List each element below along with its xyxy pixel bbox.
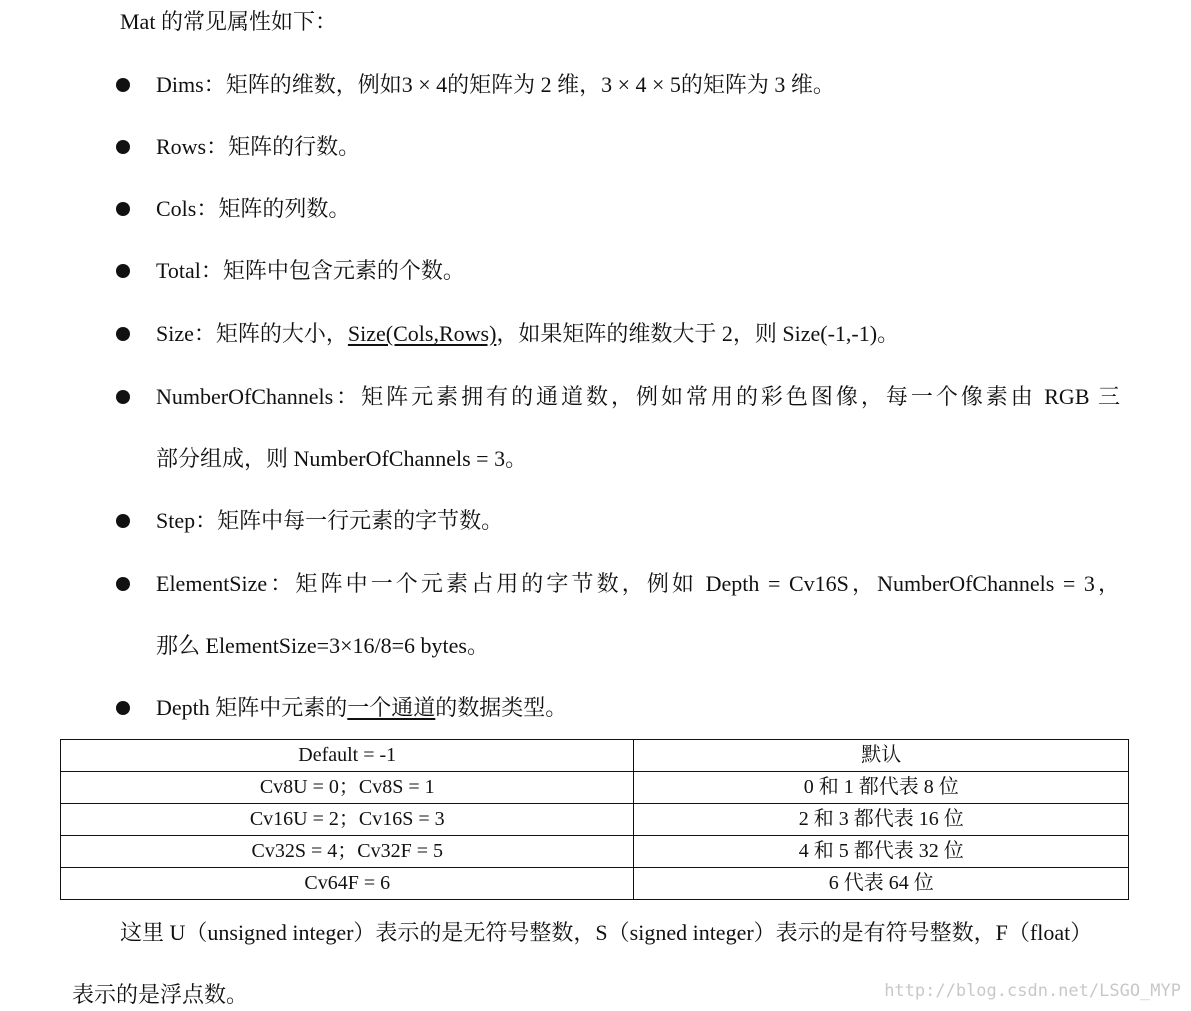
item-text: 矩阵中一个元素占用的字节数，例如 Depth = Cv16S，NumberOfChannels = 3， [295,571,1120,596]
table-cell: Cv16U = 2；Cv16S = 3 [61,804,634,836]
list-item-depth [156,692,567,724]
item-text-after: 的数据类型。 [435,695,568,720]
item-label: Depth [156,695,216,720]
list-item-cols [156,193,350,225]
item-text: 矩阵的行数。 [228,134,361,159]
table-cell: 4 和 5 都代表 32 位 [634,836,1129,868]
item-text: 矩阵中包含元素的个数。 [222,258,465,283]
item-label: Step： [156,508,218,533]
bullet-dot [116,264,130,278]
list-item-rows [156,131,360,163]
depth-type-table [60,739,1129,900]
intro-line: Mat 的常见属性如下： [120,9,337,34]
bullet-dot [116,140,130,154]
table-cell: Default = -1 [61,740,634,772]
table-cell: Cv32S = 4；Cv32F = 5 [61,836,634,868]
table-cell: 6 代表 64 位 [634,868,1129,900]
table-cell: 2 和 3 都代表 16 位 [634,804,1129,836]
table-row [61,772,1129,804]
underlined-term: 一个通道 [347,695,436,720]
item-label: Cols： [156,196,219,221]
item-text-before: 矩阵中元素的 [215,695,348,720]
table-row [61,836,1129,868]
item-text: 矩阵元素拥有的通道数，例如常用的彩色图像，每一个像素由 RGB 三 [361,384,1120,409]
list-item-numberofchannels [156,381,1120,413]
bullet-dot [116,577,130,591]
list-item-step [156,505,503,537]
list-item-size [156,318,899,350]
bullet-dot [116,701,130,715]
item-label: Dims： [156,72,226,97]
table-cell: Cv64F = 6 [61,868,634,900]
table-cell: Cv8U = 0；Cv8S = 1 [61,772,634,804]
bullet-dot [116,202,130,216]
explanation-paragraph-line1: 这里 U（unsigned integer）表示的是无符号整数，S（signed integer）表示的是有符号整数，F（float） [120,920,1093,945]
list-item-elementsize [156,568,1120,600]
item-label: ElementSize： [156,571,296,596]
bullet-dot [116,514,130,528]
item-label: Total： [156,258,223,283]
list-item-dims [156,69,835,101]
list-item-continuation: 那么 ElementSize=3×16/8=6 bytes。 [156,633,489,658]
bullet-dot [116,327,130,341]
item-text-before: 矩阵的大小， [215,321,348,346]
explanation-paragraph-line2: 表示的是浮点数。 [72,982,249,1007]
list-item-total [156,255,465,287]
table-cell: 0 和 1 都代表 8 位 [634,772,1129,804]
item-label: Rows： [156,134,229,159]
item-text: 矩阵中每一行元素的字节数。 [217,508,504,533]
item-text: 矩阵的列数。 [218,196,351,221]
bullet-dot [116,78,130,92]
item-text-after: ，如果矩阵的维数大于 2，则 Size(-1,-1)。 [496,321,900,346]
table-row [61,740,1129,772]
list-item-continuation: 部分组成，则 NumberOfChannels = 3。 [156,446,528,471]
item-text: 矩阵的维数，例如3 × 4的矩阵为 2 维，3 × 4 × 5的矩阵为 3 维。 [225,72,835,97]
item-label: NumberOfChannels： [156,384,362,409]
watermark: http://blog.csdn.net/LSGO_MYP [884,981,1181,1001]
table-row [61,804,1129,836]
underlined-term: Size(Cols,Rows) [347,321,497,346]
item-label: Size： [156,321,216,346]
table-cell: 默认 [634,740,1129,772]
bullet-dot [116,390,130,404]
table-row [61,868,1129,900]
